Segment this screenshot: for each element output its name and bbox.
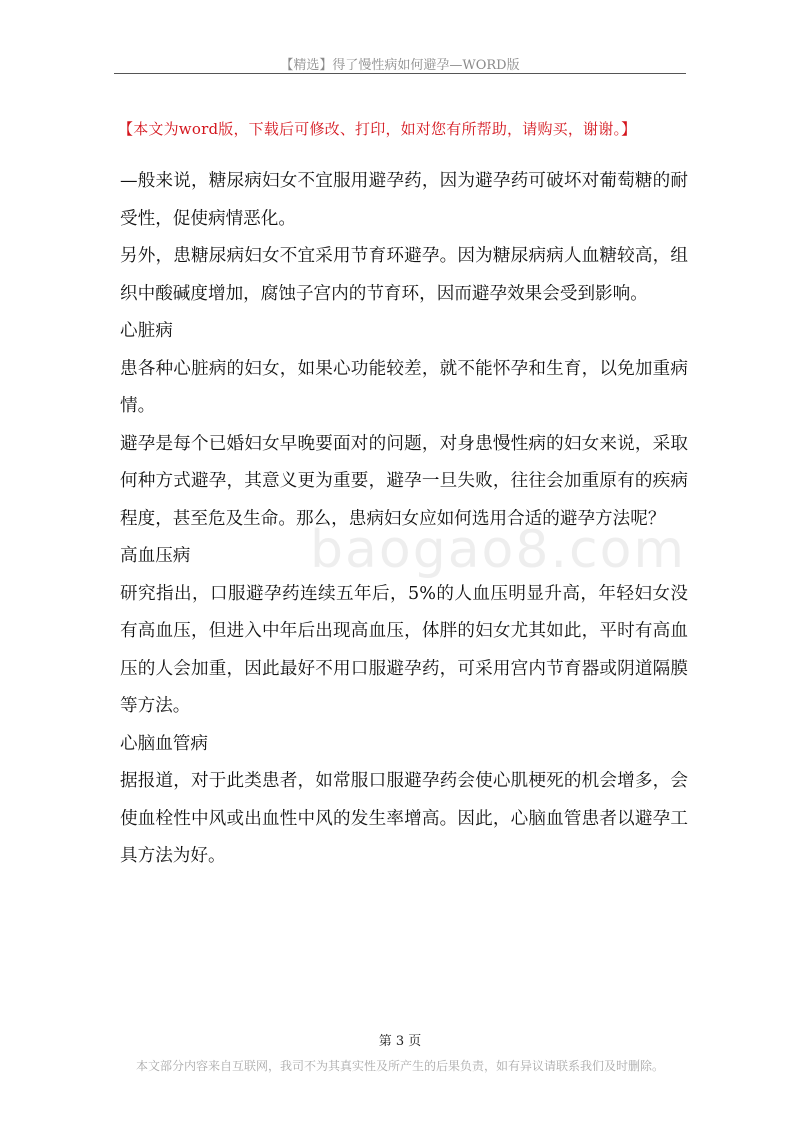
- heading-hypertension: 高血压病: [120, 546, 191, 566]
- paragraph-cardiovascular: 据报道，对于此类患者，如常服口服避孕药会使心肌梗死的机会增多，会使血栓性中风或出血性中风的发生率增高。因此，心脑血管患者以避孕工具方法为好。: [120, 771, 688, 866]
- document-body: [120, 163, 688, 876]
- page-number: 第 3 页: [378, 1034, 422, 1049]
- heading-cardiovascular: 心脑血管病: [120, 733, 208, 754]
- paragraph-hypertension: 研究指出，口服避孕药连续五年后，5%的人血压明显升高，年轻妇女没有高血压，但进入中年后出现高血压，体胖的妇女尤其如此，平时有高血压的人会加重，因此最好不用口服避孕药，可采用宫内节育器或阴道隔膜等方法。: [120, 583, 688, 716]
- paragraph-intro: 避孕是每个已婚妇女早晚要面对的问题，对身患慢性病的妇女来说，采取何种方式避孕，其意义更为重要，避孕一旦失败，往往会加重原有的疾病程度，甚至危及生命。那么，患病妇女应如何选用合适的避孕方法呢？: [120, 433, 688, 529]
- watermark: baogao8.com: [310, 520, 687, 580]
- page-header: 【精选】得了慢性病如何避孕—WORD版: [280, 58, 520, 73]
- footer-disclaimer: 本文部分内容来自互联网，我司不为其真实性及所产生的后果负责，如有异议请联系我们及时删除。: [135, 1059, 664, 1073]
- paragraph-diabetes-pill: —般来说，糖尿病妇女不宜服用避孕药，因为避孕药可破坏对葡萄糖的耐受性，促使病情恶化。: [120, 171, 688, 229]
- paragraph-diabetes-iud: 另外，患糖尿病妇女不宜采用节育环避孕。因为糖尿病病人血糖较高，组织中酸碱度增加，腐蚀子宫内的节育环，因而避孕效果会受到影响。: [120, 246, 688, 304]
- download-notice: 【本文为word版，下载后可修改、打印，如对您有所帮助，请购买，谢谢。】: [118, 120, 637, 138]
- heading-heart-disease: 心脏病: [120, 321, 173, 341]
- header-divider: [114, 73, 686, 74]
- paragraph-heart-disease: 患各种心脏病的妇女，如果心功能较差，就不能怀孕和生育，以免加重病情。: [120, 358, 688, 416]
